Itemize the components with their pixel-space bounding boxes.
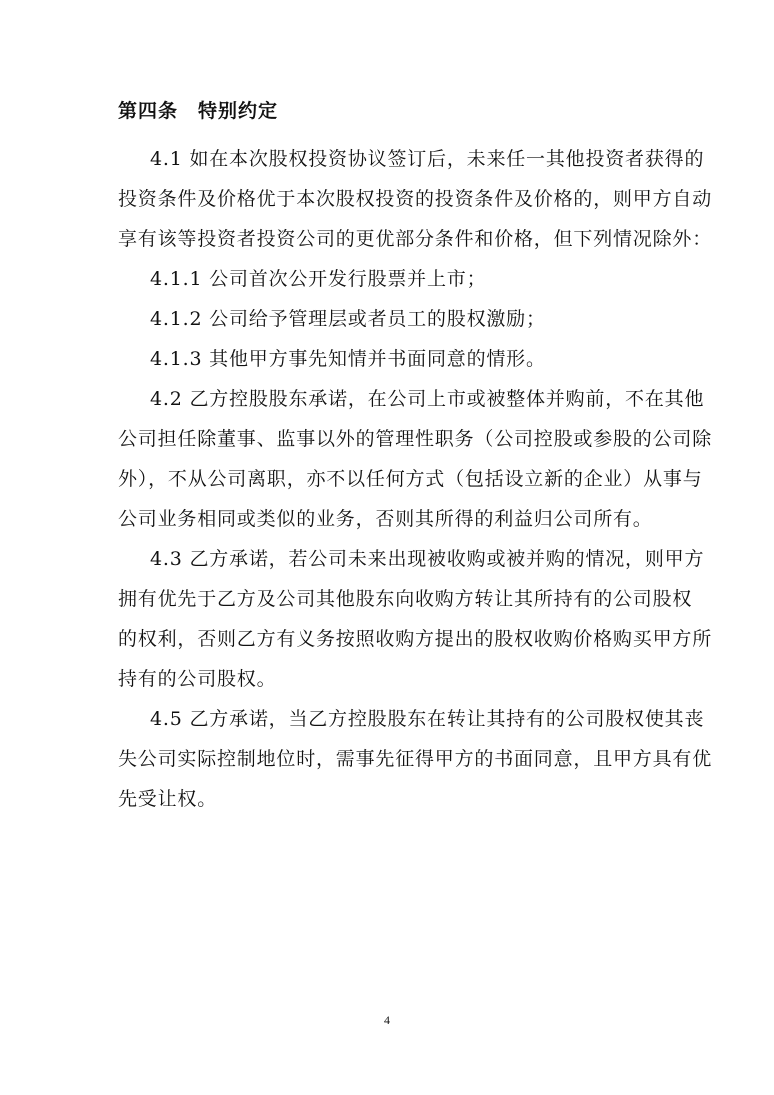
text-line: 4.1.3 其他甲方事先知情并书面同意的情形。	[150, 348, 546, 370]
text-line: 外），不从公司离职，亦不以任何方式（包括设立新的企业）从事与	[118, 468, 703, 490]
text-line: 拥有优先于乙方及公司其他股东向收购方转让其所持有的公司股权	[118, 588, 693, 610]
text-line: 公司业务相同或类似的业务，否则其所得的利益归公司所有。	[118, 508, 653, 530]
text-line: 公司担任除董事、监事以外的管理性职务（公司控股或参股的公司除	[118, 428, 713, 450]
text-line: 失公司实际控制地位时，需事先征得甲方的书面同意，且甲方具有优	[118, 748, 713, 770]
text-line: 4.3 乙方承诺，若公司未来出现被收购或被并购的情况，则甲方	[150, 548, 705, 570]
text-line: 先受让权。	[118, 788, 218, 810]
text-line: 享有该等投资者投资公司的更优部分条件和价格，但下列情况除外：	[118, 228, 713, 250]
text-line: 4.1.1 公司首次公开发行股票并上市；	[150, 268, 487, 290]
text-line: 4.1 如在本次股权投资协议签订后，未来任一其他投资者获得的	[150, 148, 705, 170]
text-line: 的权利，否则乙方有义务按照收购方提出的股权收购价格购买甲方所	[118, 628, 713, 650]
text-line: 持有的公司股权。	[118, 668, 277, 690]
text-line: 4.5 乙方承诺，当乙方控股股东在转让其持有的公司股权使其丧	[150, 708, 705, 730]
text-line: 投资条件及价格优于本次股权投资的投资条件及价格的，则甲方自动	[118, 188, 713, 210]
text-line: 4.2 乙方控股股东承诺，在公司上市或被整体并购前，不在其他	[150, 388, 705, 410]
page-number: 4	[384, 1013, 390, 1027]
section-heading: 第四条 特别约定	[118, 100, 279, 122]
text-line: 4.1.2 公司给予管理层或者员工的股权激励；	[150, 308, 546, 330]
